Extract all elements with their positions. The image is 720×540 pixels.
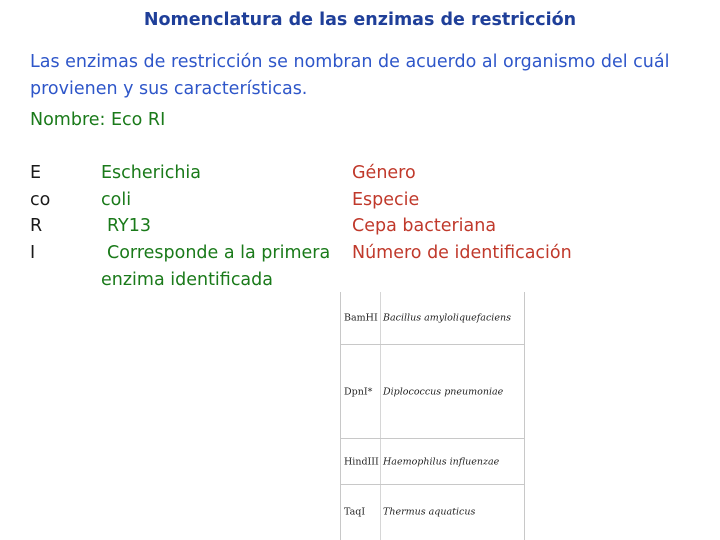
organism-name: Thermus aquaticus: [383, 506, 476, 518]
abbr-e: E: [30, 163, 42, 183]
meaning-genus: Escherichia: [101, 163, 202, 183]
table-row: [341, 439, 524, 485]
category-species: Especie: [352, 190, 420, 210]
abbr-r: R: [30, 216, 43, 236]
organism-name: Diplococcus pneumoniae: [383, 386, 504, 397]
meaning-identification: Corresponde a la primera enzima identificada: [101, 243, 331, 290]
meaning-strain: RY13: [107, 216, 151, 236]
category-genus: Género: [352, 163, 416, 183]
example-name: Nombre: Eco RI: [30, 110, 166, 130]
enzyme-name: TaqI: [344, 506, 366, 518]
page-title: Nomenclatura de las enzimas de restricción: [143, 10, 577, 30]
enzyme-table: [340, 292, 525, 540]
table-row: [341, 485, 524, 539]
organism-name: Bacillus amyloliquefaciens: [383, 312, 511, 324]
enzyme-name: HindIII: [344, 456, 379, 467]
table-row: [341, 345, 524, 439]
abbr-co: co: [30, 190, 51, 210]
abbr-i: I: [30, 243, 36, 263]
enzyme-name: BamHI: [344, 312, 378, 324]
enzyme-name: DpnI*: [344, 386, 373, 397]
category-identification: Número de identificación: [352, 243, 572, 263]
organism-name: Haemophilus influenzae: [383, 456, 500, 467]
intro-paragraph: Las enzimas de restricción se nombran de acuerdo al organismo del cuál provienen y sus características.: [30, 52, 670, 99]
table-row: [341, 292, 524, 345]
meaning-species: coli: [101, 190, 132, 210]
category-strain: Cepa bacteriana: [352, 216, 497, 236]
